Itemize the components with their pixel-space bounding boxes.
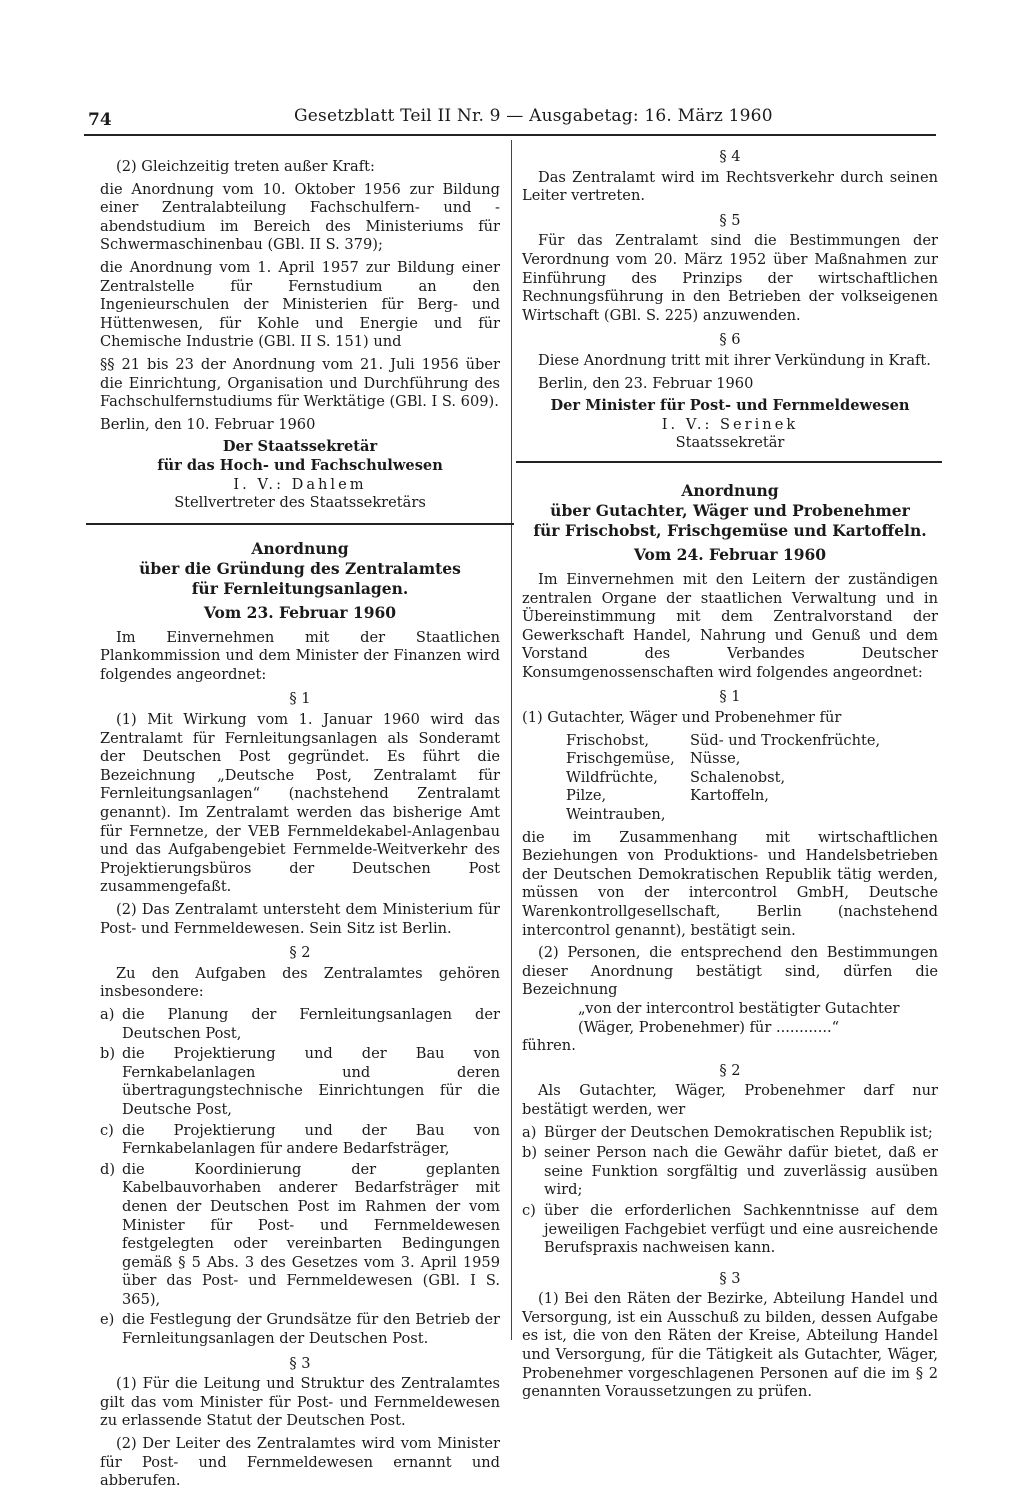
signature-role: Staatssekretär <box>675 434 785 452</box>
header-title: Gesetzblatt Teil II Nr. 9 — Ausgabetag: 16. März 1960 <box>294 106 773 126</box>
paragraph: (2) Das Zentralamt untersteht dem Ministerium für Post- und Fernmeldewesen. Sein Sitz ist Berlin. <box>100 901 500 937</box>
paragraph: die Anordnung vom 10. Oktober 1956 zur Bildung einer Zentralabteilung Fachschulfern- und -abendstudium im Bereich des Ministeriums für Schwermaschinenbau (GBl. II S. 379); <box>100 180 500 254</box>
list-label: a) <box>522 1123 537 1141</box>
section-heading: § 2 <box>719 1061 741 1079</box>
list-item <box>100 1122 500 1159</box>
list-text: die Projektierung und der Bau von Fernkabelanlagen für andere Bedarfsträger, <box>122 1121 500 1158</box>
section-separator <box>516 461 942 463</box>
section-heading: § 1 <box>289 690 311 708</box>
title-line: Anordnung <box>251 538 349 558</box>
title-line: über Gutachter, Wäger und Probenehmer <box>550 500 910 520</box>
list-text: die Projektierung und der Bau von Fernkabelanlagen und deren übertragungstechnische Einrichtungen für die Deutsche Post, <box>122 1045 500 1118</box>
list-label: a) <box>100 1005 115 1023</box>
paragraph: Im Einvernehmen mit den Leitern der zuständigen zentralen Organe der staatlichen Verwaltung und in Übereinstimmung mit dem Zentralvorstand der Gewerkschaft Handel, Nahrung und Genuß und dem Vorstand des Verbandes Deutscher Konsumgenossenschaften wird folgendes angeordnet: <box>522 570 938 681</box>
list-item <box>522 1124 938 1143</box>
list-item <box>522 1202 938 1258</box>
list-text: die Planung der Fernleitungsanlagen der Deutschen Post, <box>122 1005 500 1042</box>
right-column <box>522 148 938 1406</box>
product-item: Pilze, <box>566 787 607 805</box>
section-heading: § 3 <box>719 1269 741 1287</box>
header-rule <box>84 134 936 136</box>
product-item: Wildfrüchte, <box>566 768 658 786</box>
product-item: Kartoffeln, <box>690 787 769 805</box>
paragraph: Als Gutachter, Wäger, Probenehmer darf nur bestätigt werden, wer <box>522 1082 938 1118</box>
signature-name: I. V.: Serinek <box>661 415 799 433</box>
product-item: Süd- und Trockenfrüchte, <box>690 731 881 749</box>
ordinance-date: Vom 24. Februar 1960 <box>633 544 827 564</box>
list-text: über die erforderlichen Sachkenntnisse auf dem jeweiligen Fachgebiet verfügt und eine ausreichende Berufspraxis nachweisen kann. <box>544 1201 938 1257</box>
signature-name: I. V.: Dahlem <box>233 475 367 493</box>
place-date: Berlin, den 23. Februar 1960 <box>538 374 754 392</box>
paragraph: Für das Zentralamt sind die Bestimmungen der Verordnung vom 20. März 1952 über Maßnahmen zur Einführung des Prinzips der wirtschaftlichen Rechnungsführung in den Betrieben der volkseigenen Wirtschaft (GBl. S. 225) anzuwenden. <box>522 232 938 324</box>
list-label: b) <box>100 1045 116 1063</box>
paragraph: (2) Der Leiter des Zentralamtes wird vom Minister für Post- und Fernmeldewesen ernannt und abberufen. <box>100 1435 500 1490</box>
signature-title: Der Minister für Post- und Fernmeldewesen <box>550 397 910 415</box>
product-item: Frischobst, <box>566 731 649 749</box>
product-item: Frischgemüse, <box>566 750 675 768</box>
product-item <box>690 806 890 825</box>
section-heading: § 3 <box>289 1354 311 1372</box>
ordinance-title <box>100 539 500 623</box>
paragraph: §§ 21 bis 23 der Anordnung vom 21. Juli 1956 über die Einrichtung, Organisation und Durchführung des Fachschulfernstudiums für Werktätige (GBl. I S. 609). <box>100 355 500 411</box>
quoted-designation: „von der intercontrol bestätigter Gutachter <box>578 999 900 1017</box>
section-heading: § 2 <box>289 944 311 962</box>
product-item: Schalenobst, <box>690 768 786 786</box>
list-item <box>522 1144 938 1200</box>
section-heading: § 6 <box>719 331 741 349</box>
list-label: c) <box>522 1201 536 1219</box>
signature-title: für das Hoch- und Fachschulwesen <box>157 456 443 474</box>
product-item: Weintrauben, <box>566 806 666 824</box>
list-text: seiner Person nach die Gewähr dafür bietet, daß er seine Funktion sorgfältig und zuverlässig ausüben wird; <box>544 1144 938 1199</box>
list-label: b) <box>522 1144 538 1162</box>
list-item <box>100 1006 500 1043</box>
section-heading: § 1 <box>719 688 741 706</box>
section-heading: § 4 <box>719 148 741 165</box>
list-label: e) <box>100 1311 115 1329</box>
paragraph: (2) Personen, die entsprechend den Bestimmungen dieser Anordnung bestätigt sind, dürfen die Bezeichnung <box>522 944 938 999</box>
paragraph: (1) Mit Wirkung vom 1. Januar 1960 wird das Zentralamt für Fernleitungsanlagen als Sonderamt der Deutschen Post gegründet. Es führt die Bezeichnung „Deutsche Post, Zentralamt für Fernleitungsanlagen“ (nachstehend Zentralamt genannt). Im Zentralamt werden das bisherige Amt für Fernnetze, der VEB Fernmeldekabel-Anlagenbau und das Aufgabengebiet Fernmelde-Weitverkehr des Projektierungsbüros der Deutschen Post zusammengefaßt. <box>100 711 500 896</box>
paragraph: Zu den Aufgaben des Zentralamtes gehören insbesondere: <box>100 964 500 1001</box>
column-divider <box>511 140 512 1340</box>
list-item <box>100 1161 500 1310</box>
paragraph: Diese Anordnung tritt mit ihrer Verkündung in Kraft. <box>538 351 931 369</box>
ordinance-title <box>522 481 938 565</box>
signature-role: Stellvertreter des Staatssekretärs <box>174 494 426 512</box>
paragraph: Im Einvernehmen mit der Staatlichen Plankommission und dem Minister der Finanzen wird folgendes angeordnet: <box>100 628 500 683</box>
paragraph: die im Zusammenhang mit wirtschaftlichen Beziehungen von Produktions- und Handelsbetrieben der Deutschen Demokratischen Republik tätig werden, müssen von der intercontrol GmbH, Deutsche Warenkontrollgesellschaft, Berlin (nachstehend intercontrol genannt), bestätigt sein. <box>522 828 938 939</box>
ordinance-date: Vom 23. Februar 1960 <box>203 602 397 622</box>
product-item: Nüsse, <box>690 750 741 768</box>
section-separator <box>86 523 514 525</box>
product-list <box>566 732 938 825</box>
left-column <box>100 158 500 1495</box>
list-item <box>100 1311 500 1348</box>
paragraph: (1) Bei den Räten der Bezirke, Abteilung Handel und Versorgung, ist ein Ausschuß zu bilden, dessen Aufgabe es ist, die von den Räten der Kreise, Abteilung Handel und Versorgung, für die Tätigkeit als Gutachter, Wäger, Probenehmer vorgeschlagenen Personen auf die im § 2 genannten Voraussetzungen zu prüfen. <box>522 1290 938 1401</box>
paragraph: die Anordnung vom 1. April 1957 zur Bildung einer Zentralstelle für Fernstudium an den Ingenieurschulen der Ministerien für Berg- und Hüttenwesen, für Kohle und Energie und für Chemische Industrie (GBl. II S. 151) und <box>100 258 500 351</box>
title-line: für Fernleitungsanlagen. <box>191 578 409 598</box>
signature-title: Der Staatssekretär <box>222 438 378 456</box>
place-date: Berlin, den 10. Februar 1960 <box>100 415 316 433</box>
list-label: d) <box>100 1160 116 1178</box>
title-line: über die Gründung des Zentralamtes <box>139 558 461 578</box>
page-header <box>84 106 936 136</box>
section-heading: § 5 <box>719 211 741 229</box>
quoted-designation: (Wäger, Probenehmer) für ............“ <box>578 1018 840 1036</box>
list-label: c) <box>100 1121 114 1139</box>
list-text: Bürger der Deutschen Demokratischen Republik ist; <box>544 1123 933 1141</box>
title-line: für Frischobst, Frischgemüse und Kartoffeln. <box>533 520 927 540</box>
list-item <box>100 1045 500 1119</box>
paragraph: (1) Für die Leitung und Struktur des Zentralamtes gilt das vom Minister für Post- und Fernmeldewesen zu erlassende Statut der Deutschen Post. <box>100 1375 500 1430</box>
paragraph: führen. <box>522 1037 576 1055</box>
paragraph: (2) Gleichzeitig treten außer Kraft: <box>116 158 375 175</box>
paragraph: Das Zentralamt wird im Rechtsverkehr durch seinen Leiter vertreten. <box>522 168 938 205</box>
title-line: Anordnung <box>681 480 779 500</box>
page-number: 74 <box>88 110 112 130</box>
list-text: die Festlegung der Grundsätze für den Betrieb der Fernleitungsanlagen der Deutschen Post. <box>122 1311 500 1348</box>
list-text: die Koordinierung der geplanten Kabelbauvorhaben anderer Bedarfsträger mit denen der Deutschen Post im Rahmen der vom Minister für Post- und Fernmeldewesen festgelegten oder vereinbarten Bedingungen gemäß § 5 Abs. 3 des Gesetzes vom 3. April 1959 über das Post- und Fernmeldewesen (GBl. I S. 365), <box>122 1160 500 1308</box>
paragraph: (1) Gutachter, Wäger und Probenehmer für <box>522 709 842 727</box>
